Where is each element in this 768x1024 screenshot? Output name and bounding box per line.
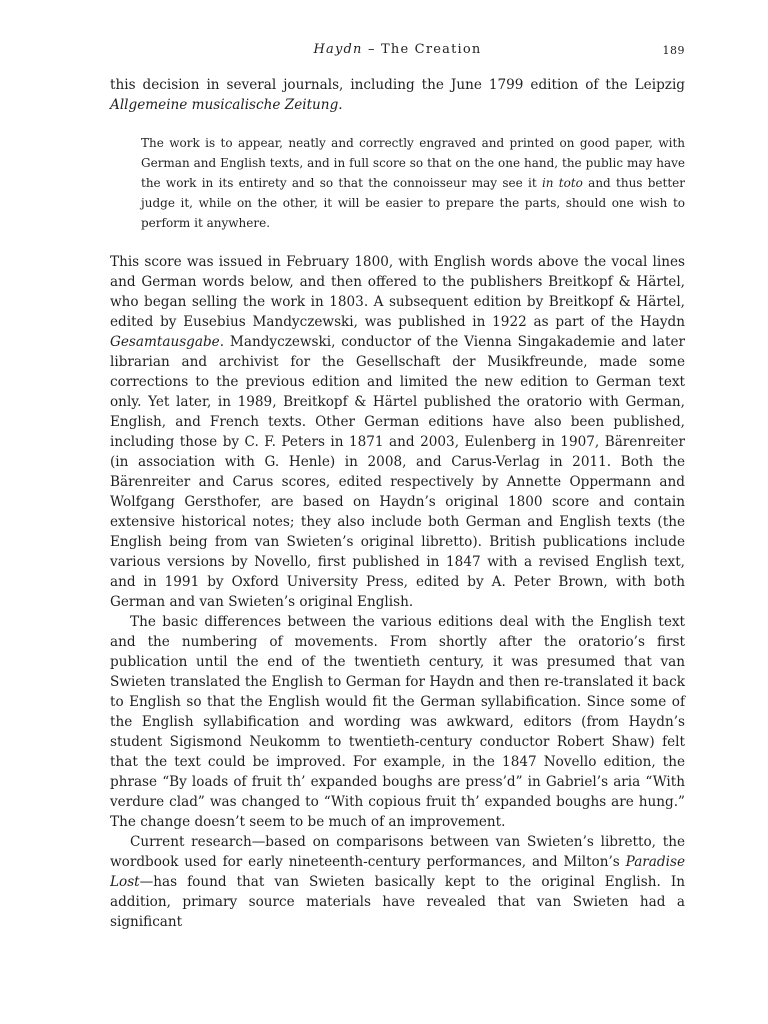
paragraph-differences: The basic differences between the various editions deal with the English text and the numbering of movements. From shortly after the oratorio’s first publication until the end of the twentieth century, it was presumed that van Swieten translated the English to German for Haydn and then re-translated it back to English so that the English would fit the German syllabification. Since some of the English syllabification and wording was awkward, editors (from Haydn’s student Sigismond Neukomm to twentieth-century conductor Robert Shaw) felt that the text could be improved. For example, in the 1847 Novello edition, the phrase “By loads of fruit th’ expanded boughs are press’d” in Gabriel’s aria “With verdure clad” was changed to “With copious fruit th’ expanded boughs are hung.” The change doesn’t seem to be much of an improvement. [110, 614, 685, 830]
paragraph-editions-part2: . Mandyczewski, conductor of the Vienna Singakademie and later librarian and archivist for the Gesellschaft der Musikfreunde, made some corrections to the previous edition and limited the new edition to German text only. Yet later, in 1989, Breitkopf & Härtel published the oratorio with German, English, and French texts. Other German editions have also been published, including those by C. F. Peters in 1871 and 2003, Eulenberg in 1907, Bärenreiter (in association with G. Henle) in 2008, and Carus-Verlag in 2011. Both the Bärenreiter and Carus scores, edited respectively by Annette Oppermann and Wolfgang Gersthofer, are based on Haydn’s original 1800 score and contain extensive historical notes; they also include both German and English texts (the English being from van Swieten’s original libretto). British publications include various versions by Novello, first published in 1847 with a revised English text, and in 1991 by Oxford University Press, edited by A. Peter Brown, with both German and van Swieten’s original English. [110, 334, 685, 610]
book-page [110, 38, 685, 932]
paradise-lost-title: Paradise Lost [110, 854, 685, 890]
running-head-author: Haydn [313, 42, 363, 57]
paragraph-research [110, 832, 685, 932]
paragraph-research-part1: Current research—based on comparisons between van Swieten’s libretto, the wordbook used for early nineteenth-century performances, and Milton’s [110, 834, 685, 870]
running-head-work: The Creation [381, 42, 482, 57]
block-quote-part1: The work is to appear, neatly and correctly engraved and printed on good paper, with German and English texts, and in full score so that on the one hand, the public may have the work in its entirety and so that the connoisseur may see it [141, 136, 685, 190]
running-head-separator: – [362, 42, 382, 57]
gesamtausgabe-title: Gesamtausgabe [110, 334, 220, 350]
block-quote [141, 133, 685, 233]
running-head-title [110, 42, 685, 57]
lead-paragraph-end: . [338, 97, 343, 113]
block-quote-part2: and thus better judge it, while on the other, it will be easier to prepare the parts, should one wish to perform it anywhere. [141, 176, 685, 230]
journal-title: Allgemeine musicalische Zeitung [110, 97, 339, 113]
running-head [110, 38, 685, 64]
lead-paragraph [110, 75, 685, 115]
paragraph-research-part2: —has found that van Swieten basically kept to the original English. In addition, primary source materials have revealed that van Swieten had a significant [110, 874, 685, 930]
paragraph-editions [110, 252, 685, 612]
lead-paragraph-text: this decision in several journals, including the June 1799 edition of the Leipzig [110, 77, 685, 93]
page-number: 189 [662, 44, 685, 57]
paragraph-editions-part1: This score was issued in February 1800, with English words above the vocal lines and German words below, and then offered to the publishers Breitkopf & Härtel, who began selling the work in 1803. A subsequent edition by Breitkopf & Härtel, edited by Eusebius Mandyczewski, was published in 1922 as part of the Haydn [110, 254, 685, 330]
block-quote-italic: in toto [541, 176, 583, 190]
